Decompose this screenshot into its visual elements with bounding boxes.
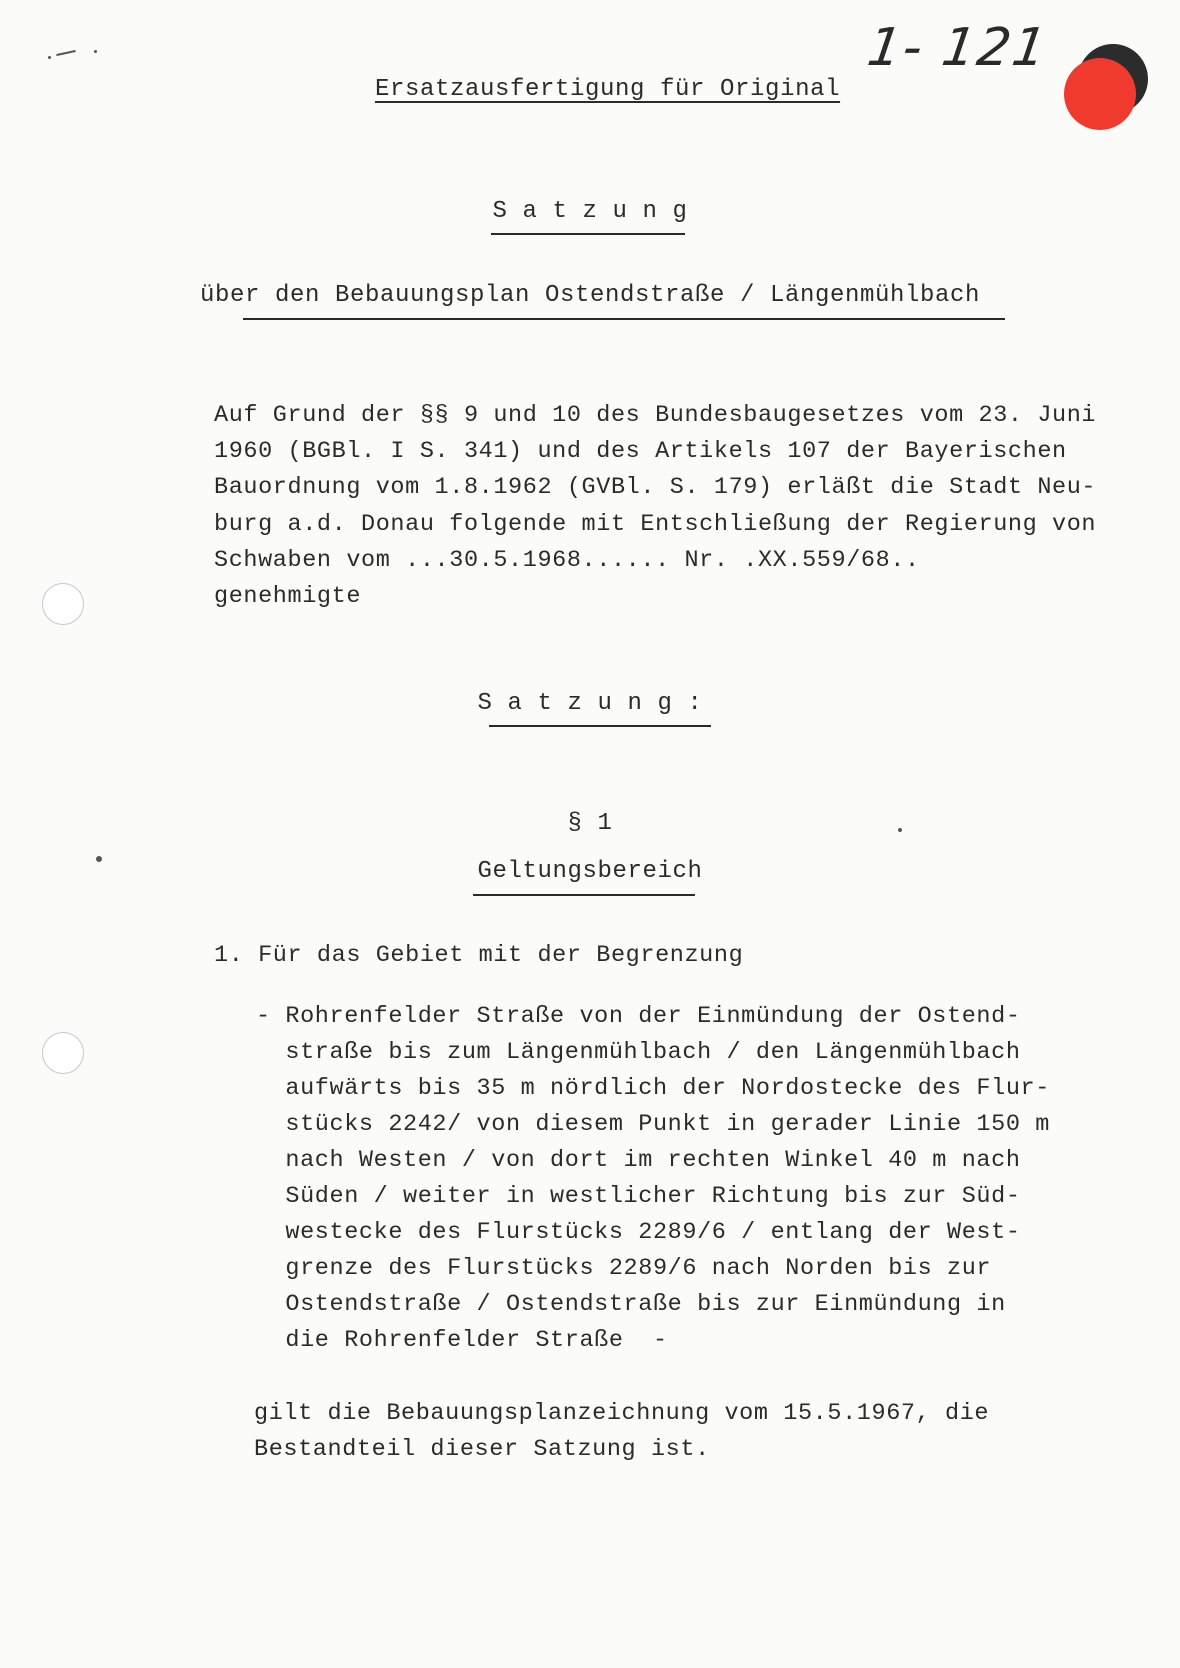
- punch-hole: [42, 583, 84, 625]
- document-title: S a t z u n g: [492, 198, 688, 225]
- paragraph-number: § 1: [567, 810, 613, 837]
- boundary-line: westecke des Flurstücks 2289/6 / entlang der West-: [256, 1219, 1021, 1246]
- boundary-line: - Rohrenfelder Straße von der Einmündung der Ostend-: [256, 1003, 1021, 1030]
- boundary-line: straße bis zum Längenmühlbach / den Längenmühlbach: [256, 1039, 1021, 1066]
- boundary-line: nach Westen / von dort im rechten Winkel 40 m nach: [256, 1147, 1021, 1174]
- scan-speck: [56, 50, 76, 56]
- boundary-line: Ostendstraße / Ostendstraße bis zur Einmündung in: [256, 1291, 1006, 1318]
- boundary-line: grenze des Flurstücks 2289/6 nach Norden bis zur: [256, 1255, 992, 1282]
- preamble-line: burg a.d. Donau folgende mit Entschließung der Regierung von: [214, 511, 1097, 538]
- preamble-line: 1960 (BGBl. I S. 341) und des Artikels 107 der Bayerischen: [214, 438, 1067, 465]
- preamble-line: genehmigte: [214, 583, 362, 610]
- boundary-line: stücks 2242/ von diesem Punkt in gerader Linie 150 m: [256, 1111, 1050, 1138]
- scan-speck: [48, 56, 51, 59]
- document-subtitle: über den Bebauungsplan Ostendstraße / Längenmühlbach: [199, 282, 981, 309]
- section-heading-underline: [489, 725, 711, 727]
- section-heading: S a t z u n g :: [477, 690, 703, 717]
- boundary-line: Süden / weiter in westlicher Richtung bis zur Süd-: [256, 1183, 1021, 1210]
- subtitle-underline: [243, 318, 1005, 320]
- title-underline: [491, 233, 685, 235]
- clause-intro: 1. Für das Gebiet mit der Begrenzung: [214, 942, 744, 969]
- handwritten-reference: 1- 121: [863, 18, 1052, 78]
- closing-line: gilt die Bebauungsplanzeichnung vom 15.5.1967, die: [254, 1400, 990, 1427]
- closing-line: Bestandteil dieser Satzung ist.: [254, 1436, 710, 1463]
- preamble-line: Bauordnung vom 1.8.1962 (GVBl. S. 179) erläßt die Stadt Neu-: [214, 474, 1097, 501]
- scan-speck: [94, 50, 97, 53]
- copy-note: Ersatzausfertigung für Original: [375, 76, 841, 103]
- paragraph-title-underline: [473, 894, 695, 896]
- preamble-line: Auf Grund der §§ 9 und 10 des Bundesbaugesetzes vom 23. Juni: [214, 402, 1097, 429]
- stamp-red-disc: [1064, 58, 1136, 130]
- punch-hole: [42, 1032, 84, 1074]
- preamble-line: Schwaben vom ...30.5.1968...... Nr. .XX.559/68..: [214, 547, 920, 574]
- boundary-line: aufwärts bis 35 m nördlich der Nordostecke des Flur-: [256, 1075, 1050, 1102]
- boundary-line: die Rohrenfelder Straße -: [256, 1327, 668, 1354]
- paragraph-title: Geltungsbereich: [477, 858, 703, 885]
